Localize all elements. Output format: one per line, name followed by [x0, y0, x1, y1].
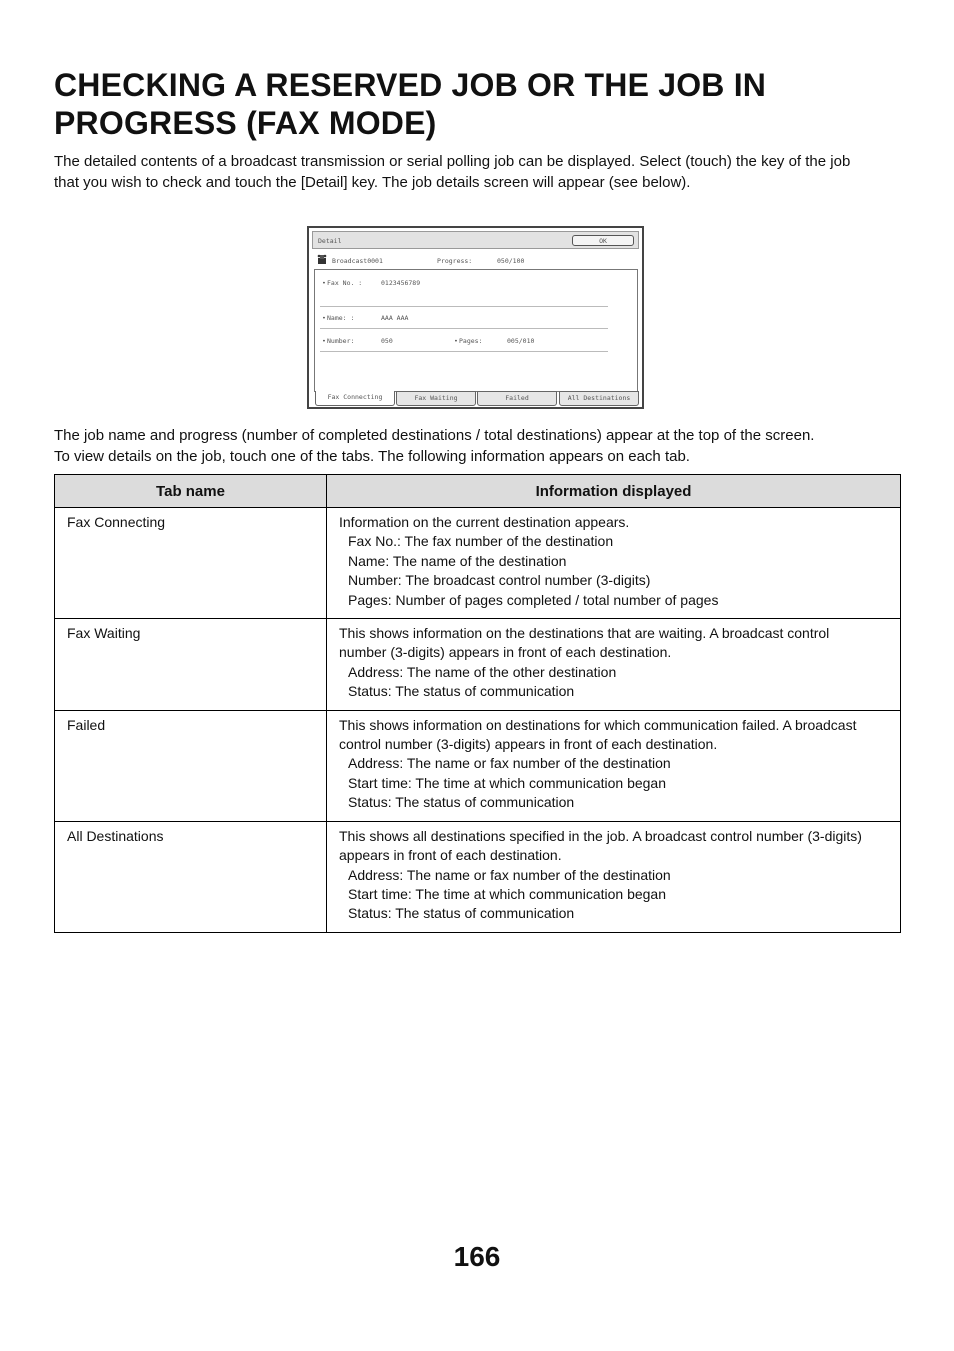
info-item: Number: The broadcast control number (3-digits) [348, 572, 651, 589]
job-detail-screen [307, 226, 644, 409]
info-lead: control number (3-digits) appears in front of each destination. [339, 736, 718, 753]
divider [320, 306, 608, 307]
tab-name-cell: Fax Waiting [55, 619, 327, 711]
explanation-line: The job name and progress (number of completed destinations / total destinations) appear at the top of the screen. [54, 427, 815, 444]
info-item: Address: The name of the other destination [348, 663, 617, 680]
page-number: 166 [453, 1241, 501, 1272]
tab-name-cell: All Destinations [55, 821, 327, 932]
intro-line: The detailed contents of a broadcast transmission or serial polling job can be displayed. Select (touch) the key of the job [54, 153, 851, 170]
info-item: Status: The status of communication [348, 683, 575, 700]
info-item: Start time: The time at which communication began [348, 774, 667, 791]
tab-name-cell: Failed [55, 710, 327, 821]
info-lead: This shows information on the destinations that are waiting. A broadcast control [339, 625, 830, 642]
table-header-row [55, 475, 901, 508]
info-item: Status: The status of communication [348, 905, 575, 922]
info-cell [327, 710, 901, 821]
screen-header [312, 231, 639, 249]
pages-label: Pages: [459, 337, 483, 345]
info-lead: This shows all destinations specified in the job. A broadcast control number (3-digits) [339, 827, 862, 844]
info-item: Name: The name of the destination [348, 552, 567, 569]
tab-all-destinations[interactable]: All Destinations [559, 391, 639, 406]
progress-label: Progress: [437, 257, 473, 265]
divider [320, 328, 608, 329]
fax-no-value: 0123456789 [381, 279, 421, 287]
info-lead: number (3-digits) appears in front of each destination. [339, 644, 672, 661]
name-value: AAA AAA [381, 314, 409, 322]
explanation-line: To view details on the job, touch one of the tabs. The following information appears on each tab. [54, 448, 690, 465]
intro-paragraph [54, 151, 914, 193]
number-label: Number: [327, 337, 355, 345]
fax-job-icon [317, 254, 327, 265]
info-cell [327, 821, 901, 932]
info-item: Address: The name or fax number of the destination [348, 866, 671, 883]
divider [320, 351, 608, 352]
info-cell [327, 508, 901, 619]
pages-value: 005/010 [507, 337, 535, 345]
info-item: Pages: Number of pages completed / total number of pages [348, 591, 719, 608]
table-row [55, 508, 901, 619]
table-row [55, 619, 901, 711]
tab-fax-connecting[interactable]: Fax Connecting [315, 391, 395, 406]
info-item: Fax No.: The fax number of the destination [348, 533, 614, 550]
job-row [317, 254, 637, 266]
name-label: Name: : [327, 314, 355, 322]
info-item: Address: The name or fax number of the destination [348, 755, 671, 772]
progress-value: 050/100 [497, 257, 525, 265]
table-row [55, 710, 901, 821]
header-information: Information displayed [327, 475, 901, 508]
explanation-paragraph [54, 425, 924, 467]
intro-line: that you wish to check and touch the [Detail] key. The job details screen will appear (see below). [54, 174, 691, 191]
info-lead: appears in front of each destination. [339, 847, 562, 864]
tab-failed[interactable]: Failed [477, 391, 557, 406]
screen-detail-body: • Fax No. : 0123456789 • Name: : AAA AAA • Number: 050 • Pages: 005/010 [314, 269, 638, 392]
screen-header-label: Detail [318, 237, 342, 245]
page-title: CHECKING A RESERVED JOB OR THE JOB IN PROGRESS (FAX MODE) [54, 67, 767, 141]
tab-bar [313, 391, 640, 406]
ok-button[interactable]: OK [572, 235, 634, 246]
info-lead: This shows information on destinations for which communication failed. A broadcast [339, 716, 857, 733]
fax-no-label: Fax No. : [327, 279, 363, 287]
number-value: 050 [381, 337, 393, 345]
info-item: Status: The status of communication [348, 794, 575, 811]
header-tab-name: Tab name [55, 475, 327, 508]
job-name: Broadcast0001 [332, 257, 383, 265]
info-lead: Information on the current destination appears. [339, 514, 630, 530]
tab-fax-waiting[interactable]: Fax Waiting [396, 391, 476, 406]
info-item: Start time: The time at which communication began [348, 885, 667, 902]
table-row [55, 821, 901, 932]
info-cell [327, 619, 901, 711]
tab-name-cell: Fax Connecting [55, 508, 327, 619]
tab-info-table [54, 474, 901, 933]
